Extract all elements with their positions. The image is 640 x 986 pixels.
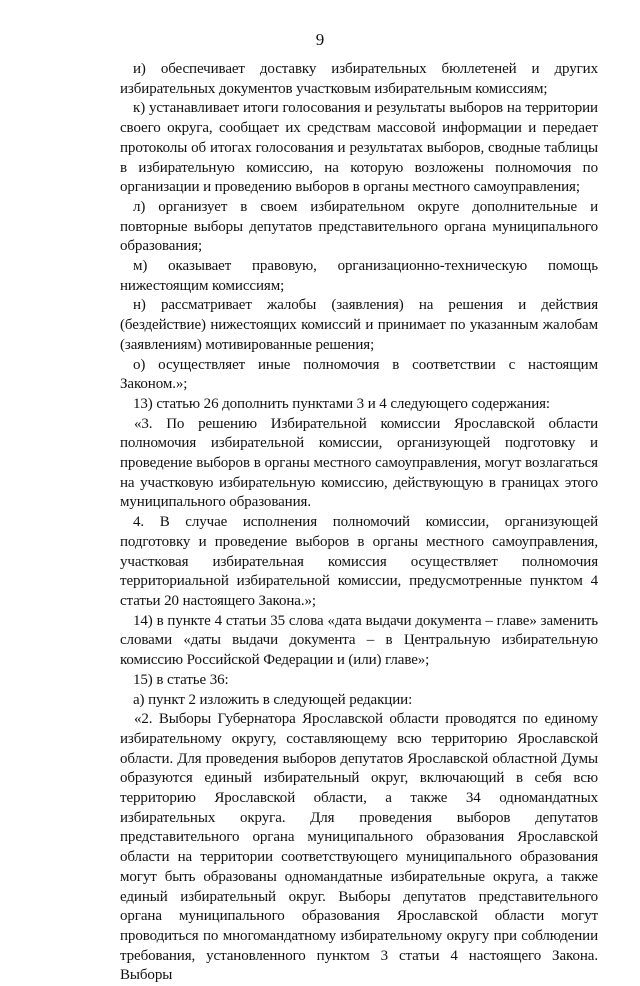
- paragraph-item-l: л) организует в своем избирательном округе дополнительные и повторные выборы депутатов представительного органа муниципального образования;: [120, 198, 598, 255]
- paragraph-amendment-14: 14) в пункте 4 статьи 35 слова «дата выдачи документа – главе» заменить словами «даты выдачи документа – в Центральную избирательную комиссию Российской Федерации и (или) главе»;: [120, 612, 598, 669]
- paragraph-clause-3: «3. По решению Избирательной комиссии Ярославской области полномочия избирательной комиссии, организующей подготовку и проведение выборов в органы местного самоуправления, могут возлагаться на участковую избирательную комиссию, действующую в границах этого муниципального образования.: [120, 415, 598, 511]
- paragraph-item-n: н) рассматривает жалобы (заявления) на решения и действия (бездействие) нижестоящих комиссий и принимает по указанным жалобам (заявлениям) мотивированные решения;: [120, 297, 598, 353]
- paragraph-subitem-a: а) пункт 2 изложить в следующей редакции:: [133, 691, 413, 708]
- paragraph-item-i: и) обеспечивает доставку избирательных бюллетеней и других избирательных документов участковым избирательным комиссиям;: [120, 61, 598, 97]
- paragraph-new-clause-2: «2. Выборы Губернатора Ярославской области проводятся по единому избирательному округу, составляющему всю территорию Ярославской области. Для проведения выборов депутатов Ярославской областной Думы образуются единый избирательный округ, включающий в себя всю территорию Ярославской области, а также 34 одномандатных избирательных округа. Для проведения выборов депутатов представительного органа муниципального образования Ярославской области на территории соответствующего муниципального образования могут быть образованы одномандатные избирательные округа, а также единый избирательный округ. Выборы депутатов представительного органа муниципального образования Ярославской области могут проводиться по многомандатному избирательному округу при соблюдении требования, установленного пунктом 3 статьи 4 настоящего Закона. Выборы: [120, 711, 598, 984]
- paragraph-item-k: к) устанавливает итоги голосования и результаты выборов на территории своего округа, сообщает их средствам массовой информации и передает протоколы об итогах голосования и результатах выборов, сводные таблицы в избирательную комиссию, на которую возложены полномочия по организации и проведению выборов в органы местного самоуправления;: [120, 100, 598, 196]
- paragraph-amendment-13: 13) статью 26 дополнить пунктами 3 и 4 следующего содержания:: [133, 395, 550, 412]
- document-body: [120, 60, 598, 986]
- paragraph-amendment-15: 15) в статье 36:: [133, 671, 229, 688]
- paragraph-item-m: м) оказывает правовую, организационно-техническую помощь нижестоящим комиссиям;: [120, 258, 598, 294]
- paragraph-clause-4: 4. В случае исполнения полномочий комиссии, организующей подготовку и проведение выборов в органы местного самоуправления, участковая избирательная комиссия осуществляет полномочия территориальной избирательной комиссии, предусмотренные пунктом 4 статьи 20 настоящего Закона.»;: [120, 514, 598, 609]
- page-number: 9: [315, 30, 325, 49]
- paragraph-item-o: о) осуществляет иные полномочия в соответствии с настоящим Законом.»;: [120, 356, 598, 393]
